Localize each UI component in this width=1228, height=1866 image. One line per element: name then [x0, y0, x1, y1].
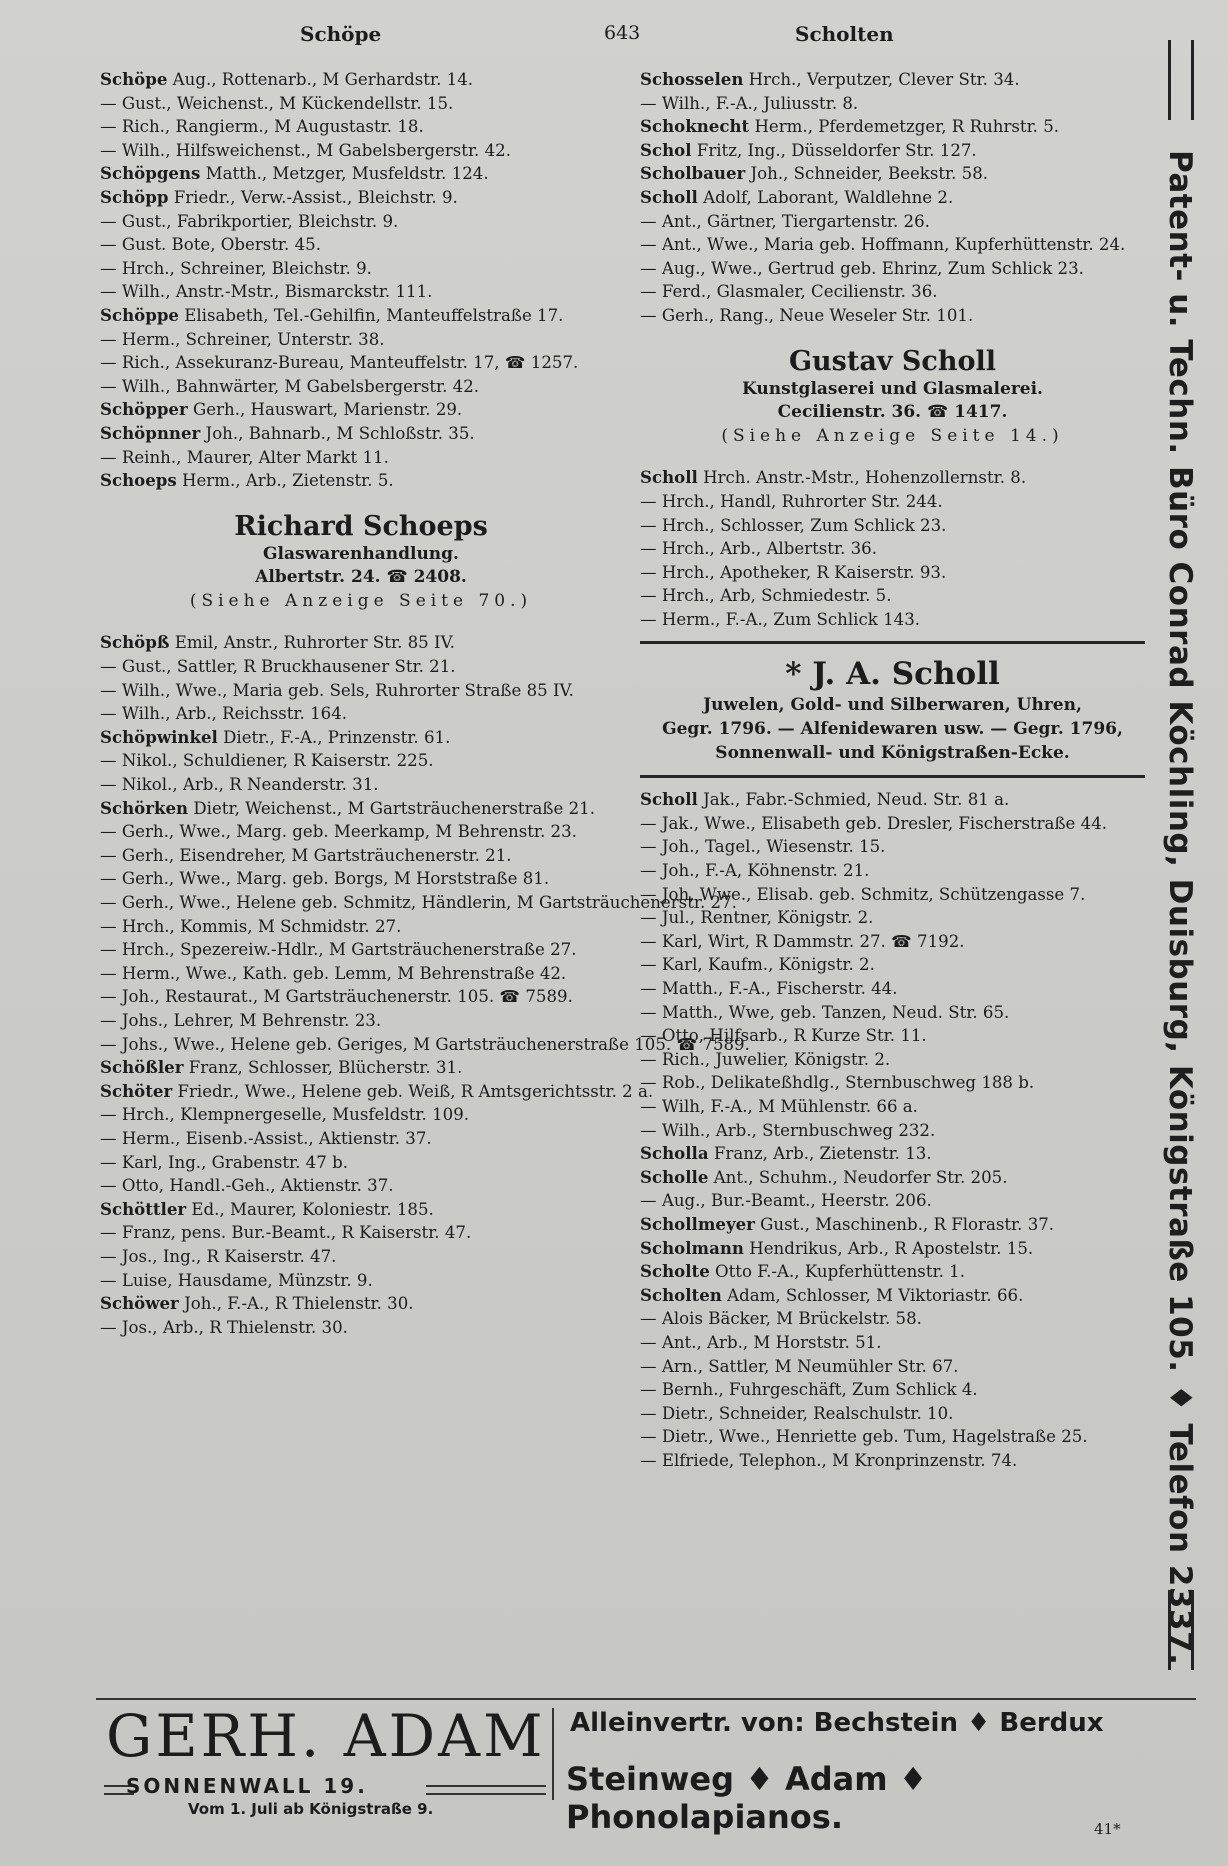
entry-surname: Schöpnner [100, 422, 201, 443]
directory-entry [100, 1221, 622, 1245]
directory-entry [100, 1127, 622, 1151]
entry-details: — Rich., Assekuranz-Bureau, Manteuffelstr. 17, ☎ 1257. [100, 353, 579, 373]
ad-address: Albertstr. 24. [255, 567, 381, 588]
entry-surname: Schöpe [100, 69, 168, 89]
directory-entry [100, 655, 622, 679]
directory-entry [640, 1119, 1145, 1143]
entry-surname: Schöpß [100, 632, 170, 653]
entry-details: — Jak., Wwe., Elisabeth geb. Dresler, Fischerstraße 44. [640, 813, 1108, 833]
entry-details: — Rich., Juwelier, Königstr. 2. [640, 1049, 891, 1069]
entry-details: Emil, Anstr., Ruhrorter Str. 85 IV. [169, 633, 455, 653]
entry-details: — Matth., F.-A., Fischerstr. 44. [640, 979, 898, 998]
entry-details: — Otto, Handl.-Geh., Aktienstr. 37. [100, 1176, 394, 1196]
directory-entry [100, 92, 622, 116]
ad-business: Glaswarenhandlung. [263, 543, 459, 564]
entry-details: — Dietr., Wwe., Henriette geb. Tum, Hagelstraße 25. [640, 1427, 1088, 1447]
entry-details: Joh., Bahnarb., M Schloßstr. 35. [200, 423, 475, 443]
entry-details: — Gust., Weichenst., M Kückendellstr. 15. [100, 93, 454, 113]
footer-company: GERH. ADAM [106, 1702, 546, 1770]
entry-details: — Gerh., Rang., Neue Weseler Str. 101. [640, 305, 974, 325]
entry-details: — Herm., Wwe., Kath. geb. Lemm, M Behrenstraße 42. [100, 963, 567, 983]
entry-surname: Schoeps [100, 470, 177, 491]
directory-entry [100, 1316, 622, 1340]
right-entries-3 [640, 788, 1145, 1472]
directory-entry [100, 233, 622, 257]
entry-surname: Scholle [640, 1166, 709, 1187]
directory-entry [100, 446, 622, 470]
entry-details: — Matth., Wwe, geb. Tanzen, Neud. Str. 65. [640, 1002, 1010, 1022]
footer-double-rule [426, 1785, 546, 1795]
directory-entry [640, 1449, 1145, 1473]
entry-details: Dietr., F.-A., Prinzenstr. 61. [217, 727, 451, 747]
right-entries [640, 68, 1145, 328]
directory-entry [100, 68, 622, 92]
directory-entry [100, 631, 622, 655]
directory-entry [640, 1095, 1145, 1119]
entry-details: — Alois Bäcker, M Brückelstr. 58. [640, 1309, 922, 1329]
ad-name: Gustav Scholl [788, 345, 997, 377]
right-column [640, 68, 1145, 1472]
directory-entry [640, 859, 1145, 883]
entry-details: — Luise, Hausdame, Münzstr. 9. [100, 1270, 373, 1290]
directory-entry [100, 375, 622, 399]
entry-details: — Johs., Wwe., Helene geb. Geriges, M Gartsträuchenerstraße 105. ☎ 7589. [100, 1034, 750, 1054]
directory-entry [640, 1331, 1145, 1355]
entry-details: — Aug., Wwe., Gertrud geb. Ehrinz, Zum Schlick 23. [640, 258, 1084, 278]
entry-details: — Hrch., Apotheker, R Kaiserstr. 93. [640, 562, 947, 582]
directory-entry [640, 1048, 1145, 1072]
ad-line3: Sonnenwall- und Königstraßen-Ecke. [715, 742, 1070, 763]
directory-entry [640, 1237, 1145, 1261]
entry-details: — Hrch., Arb, Schmiedestr. 5. [640, 586, 892, 606]
entry-surname: Schöwer [100, 1293, 179, 1314]
entry-details: — Rich., Rangierm., M Augustastr. 18. [100, 117, 424, 137]
entry-surname: Scholbauer [640, 163, 746, 184]
directory-entry [640, 906, 1145, 930]
divider [640, 641, 1145, 644]
directory-entry [640, 1001, 1145, 1025]
directory-entry [640, 1307, 1145, 1331]
directory-entry [100, 797, 622, 821]
right-entries-2 [640, 466, 1145, 631]
directory-entry [640, 953, 1145, 977]
entry-details: Hrch., Verputzer, Clever Str. 34. [743, 70, 1020, 89]
entry-details: — Wilh., Wwe., Maria geb. Sels, Ruhrorter Straße 85 IV. [100, 680, 574, 700]
ad-phone: 2408. [413, 567, 467, 588]
sidebar-advert: Patent- u. Techn. Büro Conrad Köchling, Duisburg, Königstraße 105. ♦ Telefon 2337. [1162, 150, 1198, 1666]
entry-details: Hrch. Anstr.-Mstr., Hohenzollernstr. 8. [697, 468, 1027, 488]
header-left: Schöpe [300, 22, 382, 46]
ad-richard-schoeps [100, 511, 622, 614]
telephone-icon: ☎ [386, 567, 414, 588]
directory-entry [100, 469, 622, 493]
directory-entry [640, 68, 1145, 92]
entry-surname: Schöppe [100, 304, 179, 325]
entry-details: Herm., Arb., Zietenstr. 5. [176, 471, 394, 491]
footer-divider [552, 1708, 554, 1800]
directory-entry [640, 788, 1145, 812]
entry-surname: Scholl [640, 186, 698, 207]
entry-details: Friedr., Wwe., Helene geb. Weiß, R Amtsgerichtsstr. 2 a. [172, 1081, 654, 1101]
entry-surname: Scholmann [640, 1237, 744, 1258]
entry-details: — Gerh., Wwe., Marg. geb. Borgs, M Horststraße 81. [100, 869, 550, 889]
directory-entry [640, 466, 1145, 490]
entry-details: — Gust. Bote, Oberstr. 45. [100, 235, 321, 255]
entry-details: Gerh., Hauswart, Marienstr. 29. [187, 400, 463, 420]
directory-entry [100, 328, 622, 352]
entry-details: — Gerh., Eisendreher, M Gartsträuchenerstr. 21. [100, 845, 512, 865]
entry-details: — Wilh, F.-A., M Mühlenstr. 66 a. [640, 1096, 918, 1116]
entry-details: — Karl, Ing., Grabenstr. 47 b. [100, 1152, 348, 1172]
directory-entry [640, 1378, 1145, 1402]
entry-details: — Jos., Ing., R Kaiserstr. 47. [100, 1246, 337, 1266]
entry-surname: Schöpp [100, 186, 169, 207]
directory-entry [100, 1009, 622, 1033]
directory-entry [100, 280, 622, 304]
entry-details: — Wilh., Bahnwärter, M Gabelsbergerstr. 42. [100, 376, 480, 396]
ad-line1: Juwelen, Gold- und Silberwaren, Uhren, [703, 695, 1082, 716]
directory-entry [100, 915, 622, 939]
page-mark: 41* [1094, 1820, 1121, 1838]
header-right: Scholten [795, 22, 894, 46]
directory-entry [100, 891, 737, 915]
directory-entry [100, 702, 622, 726]
entry-details: — Hrch., Kommis, M Schmidstr. 27. [100, 916, 402, 936]
entry-details: Adam, Schlosser, M Viktoriastr. 66. [721, 1285, 1024, 1305]
entry-surname: Scholl [640, 789, 698, 810]
directory-entry [640, 584, 1145, 608]
directory-entry [640, 257, 1145, 281]
directory-entry [100, 820, 622, 844]
ad-line2: Gegr. 1796. — Alfenidewaren usw. — Gegr. 1796, [662, 719, 1123, 740]
directory-entry [640, 304, 1145, 328]
entry-details: — Herm., Eisenb.-Assist., Aktienstr. 37. [100, 1128, 432, 1148]
footer-right-line1: Alleinvertr. von: Bechstein ♦ Berdux [570, 1708, 1104, 1738]
directory-entry [640, 1260, 1145, 1284]
directory-entry [100, 844, 622, 868]
directory-entry [640, 1402, 1145, 1426]
entry-details: — Bernh., Fuhrgeschäft, Zum Schlick 4. [640, 1380, 978, 1400]
directory-entry [100, 1245, 622, 1269]
entry-surname: Schoknecht [640, 116, 750, 137]
directory-entry [100, 1269, 622, 1293]
entry-details: Matth., Metzger, Musfeldstr. 124. [200, 164, 489, 184]
entry-details: — Gerh., Wwe., Helene geb. Schmitz, Händlerin, M Gartsträuchenerstr. 27. [100, 893, 737, 912]
directory-entry [640, 162, 1145, 186]
directory-entry [640, 1024, 1145, 1048]
directory-entry [640, 835, 1145, 859]
entry-details: — Joh., Restaurat., M Gartsträuchenerstr. 105. ☎ 7589. [100, 987, 573, 1007]
directory-entry [100, 962, 622, 986]
directory-entry [100, 1151, 622, 1175]
entry-surname: Scholten [640, 1284, 722, 1305]
directory-entry [640, 930, 1145, 954]
entry-details: — Rob., Delikateßhdlg., Sternbuschweg 188 b. [640, 1073, 1035, 1093]
directory-entry [100, 186, 622, 210]
entry-details: — Elfriede, Telephon., M Kronprinzenstr. 74. [640, 1450, 1018, 1470]
directory-entry [100, 1198, 622, 1222]
entry-details: — Nikol., Arb., R Neanderstr. 31. [100, 775, 379, 795]
entry-details: — Dietr., Schneider, Realschulstr. 10. [640, 1403, 954, 1423]
ad-address-line [640, 401, 1145, 425]
entry-details: — Hrch., Handl, Ruhrorter Str. 244. [640, 491, 943, 511]
directory-entry [640, 490, 1145, 514]
entry-details: — Otto, Hilfsarb., R Kurze Str. 11. [640, 1026, 927, 1046]
entry-details: — Herm., F.-A., Zum Schlick 143. [640, 609, 921, 629]
directory-entry [640, 812, 1145, 836]
directory-entry [100, 304, 622, 328]
directory-entry [100, 1056, 622, 1080]
entry-details: — Reinh., Maurer, Alter Markt 11. [100, 447, 389, 467]
directory-entry [100, 162, 622, 186]
entry-details: Franz, Arb., Zietenstr. 13. [708, 1144, 932, 1164]
entry-surname: Scholla [640, 1143, 709, 1164]
ad-name: Richard Schoeps [234, 510, 488, 542]
entry-details: Hendrikus, Arb., R Apostelstr. 15. [743, 1238, 1034, 1258]
ad-ja-scholl [640, 654, 1145, 765]
directory-entry [640, 883, 1145, 907]
sidebar-rule-top [1168, 40, 1194, 120]
entry-details: — Wilh., Anstr.-Mstr., Bismarckstr. 111. [100, 282, 433, 302]
directory-entry [100, 115, 622, 139]
directory-entry [100, 773, 622, 797]
entry-details: Franz, Schlosser, Blücherstr. 31. [183, 1058, 463, 1078]
entry-details: Otto F.-A., Kupferhüttenstr. 1. [709, 1262, 965, 1282]
directory-entry [640, 537, 1145, 561]
footer-note: Vom 1. Juli ab Königstraße 9. [188, 1800, 434, 1818]
directory-entry [100, 1080, 654, 1104]
telephone-icon: ☎ [927, 402, 955, 423]
entry-details: — Hrch., Klempnergeselle, Musfeldstr. 109. [100, 1105, 470, 1125]
directory-entry [100, 351, 622, 375]
entry-surname: Schollmeyer [640, 1213, 755, 1234]
ad-phone: 1417. [954, 402, 1008, 423]
entry-details: — Hrch., Schreiner, Bleichstr. 9. [100, 258, 372, 278]
entry-details: — Hrch., Arb., Albertstr. 36. [640, 539, 878, 559]
entry-surname: Schol [640, 139, 692, 160]
ad-address-line [100, 566, 622, 590]
entry-details: — Gust., Sattler, R Bruckhausener Str. 21. [100, 657, 456, 677]
entry-details: Aug., Rottenarb., M Gerhardstr. 14. [167, 70, 474, 89]
entry-surname: Schörken [100, 797, 189, 818]
entry-surname: Schöttler [100, 1198, 187, 1219]
entry-details: — Herm., Schreiner, Unterstr. 38. [100, 329, 385, 349]
entry-surname: Scholte [640, 1261, 710, 1282]
directory-entry [640, 1355, 1145, 1379]
directory-entry [640, 1425, 1145, 1449]
directory-entry [640, 1189, 1145, 1213]
directory-entry [640, 1213, 1145, 1237]
entry-details: — Joh., Tagel., Wiesenstr. 15. [640, 837, 886, 857]
directory-entry [100, 1033, 750, 1057]
entry-surname: Scholl [640, 467, 698, 488]
entry-details: — Johs., Lehrer, M Behrenstr. 23. [100, 1010, 382, 1030]
directory-entry [640, 561, 1145, 585]
footer-right-line2: Steinweg ♦ Adam ♦ Phonolapianos. [566, 1760, 928, 1836]
entry-details: — Hrch., Spezereiw.-Hdlr., M Gartsträuchenerstraße 27. [100, 940, 577, 960]
entry-details: Jak., Fabr.-Schmied, Neud. Str. 81 a. [697, 790, 1010, 810]
page-number: 643 [604, 22, 641, 44]
directory-entry [100, 938, 622, 962]
entry-details: Adolf, Laborant, Waldlehne 2. [697, 187, 954, 207]
directory-entry [640, 280, 1145, 304]
entry-surname: Schöter [100, 1080, 173, 1101]
directory-entry [640, 186, 1145, 210]
directory-entry [640, 1071, 1145, 1095]
entry-surname: Schosselen [640, 69, 744, 89]
entry-details: Dietr, Weichenst., M Gartsträuchenerstraße 21. [188, 798, 595, 818]
directory-entry [100, 867, 622, 891]
entry-details: — Wilh., F.-A., Juliusstr. 8. [640, 93, 859, 113]
entry-details: — Wilh., Hilfsweichenst., M Gabelsbergerstr. 42. [100, 140, 511, 160]
directory-entry [100, 679, 622, 703]
ad-address: Cecilienstr. 36. [777, 402, 922, 423]
directory-entry [100, 1292, 622, 1316]
ad-business: Kunstglaserei und Glasmalerei. [742, 378, 1043, 399]
entry-details: — Hrch., Schlosser, Zum Schlick 23. [640, 515, 947, 535]
footer-address: SONNENWALL 19. [126, 1774, 368, 1798]
directory-entry [100, 1103, 622, 1127]
directory-entry [640, 92, 1145, 116]
ad-note: (Siehe Anzeige Seite 14.) [721, 425, 1064, 446]
sidebar-rule-bottom [1168, 1590, 1194, 1670]
entry-details: — Gerh., Wwe., Marg. geb. Meerkamp, M Behrenstr. 23. [100, 822, 577, 842]
entry-details: — Nikol., Schuldiener, R Kaiserstr. 225. [100, 751, 434, 771]
entry-details: Joh., Schneider, Beekstr. 58. [745, 164, 989, 184]
entry-details: — Gust., Fabrikportier, Bleichstr. 9. [100, 211, 399, 231]
entry-details: — Ant., Gärtner, Tiergartenstr. 26. [640, 211, 930, 231]
directory-entry [100, 985, 622, 1009]
entry-details: Fritz, Ing., Düsseldorfer Str. 127. [691, 140, 977, 160]
ad-name: * J. A. Scholl [785, 656, 1000, 693]
directory-entry [640, 977, 1145, 1001]
entry-details: Ant., Schuhm., Neudorfer Str. 205. [708, 1167, 1008, 1187]
directory-entry [100, 210, 622, 234]
directory-entry [100, 398, 622, 422]
directory-entry [640, 1142, 1145, 1166]
entry-details: — Ant., Wwe., Maria geb. Hoffmann, Kupferhüttenstr. 24. [640, 235, 1126, 255]
entry-surname: Schöpper [100, 399, 188, 420]
directory-entry [100, 257, 622, 281]
directory-entry [100, 749, 622, 773]
directory-entry [640, 1166, 1145, 1190]
entry-details: — Aug., Bur.-Beamt., Heerstr. 206. [640, 1191, 932, 1211]
entry-details: — Jul., Rentner, Königstr. 2. [640, 908, 874, 928]
directory-entry [100, 726, 622, 750]
entry-details: — Ant., Arb., M Horststr. 51. [640, 1332, 882, 1352]
entry-details: — Jos., Arb., R Thielenstr. 30. [100, 1317, 348, 1337]
directory-entry [640, 1284, 1145, 1308]
entry-details: — Ferd., Glasmaler, Cecilienstr. 36. [640, 282, 938, 302]
entry-details: — Franz, pens. Bur.-Beamt., R Kaiserstr. 47. [100, 1223, 472, 1243]
divider [640, 775, 1145, 778]
directory-entry [640, 139, 1145, 163]
directory-entry [100, 139, 622, 163]
entry-details: — Karl, Kaufm., Königstr. 2. [640, 955, 875, 975]
directory-entry [640, 115, 1145, 139]
ad-gustav-scholl [640, 346, 1145, 449]
entry-surname: Schößler [100, 1057, 184, 1078]
directory-entry [100, 422, 622, 446]
entry-details: — Joh, Wwe., Elisab. geb. Schmitz, Schützengasse 7. [640, 884, 1086, 904]
entry-details: Friedr., Verw.-Assist., Bleichstr. 9. [168, 187, 458, 207]
directory-entry [640, 514, 1145, 538]
entry-details: — Joh., F.-A, Köhnenstr. 21. [640, 861, 870, 881]
entry-details: Elisabeth, Tel.-Gehilfin, Manteuffelstraße 17. [178, 305, 564, 325]
entry-details: — Karl, Wirt, R Dammstr. 27. ☎ 7192. [640, 931, 965, 951]
entry-details: Ed., Maurer, Koloniestr. 185. [186, 1199, 434, 1219]
entry-details: — Wilh., Arb., Sternbuschweg 232. [640, 1120, 936, 1140]
entry-surname: Schöpwinkel [100, 726, 218, 747]
directory-entry [640, 608, 1145, 632]
entry-details: — Wilh., Arb., Reichsstr. 164. [100, 704, 348, 724]
directory-entry [640, 210, 1145, 234]
entry-details: — Arn., Sattler, M Neumühler Str. 67. [640, 1356, 959, 1376]
ad-note: (Siehe Anzeige Seite 70.) [189, 590, 533, 611]
directory-entry [100, 1174, 622, 1198]
directory-entry [640, 233, 1145, 257]
entry-details: Joh., F.-A., R Thielenstr. 30. [178, 1294, 414, 1314]
left-entries [100, 68, 622, 493]
entry-surname: Schöpgens [100, 163, 201, 184]
entry-details: Herm., Pferdemetzger, R Ruhrstr. 5. [749, 117, 1060, 137]
entry-details: Gust., Maschinenb., R Florastr. 37. [754, 1214, 1055, 1234]
